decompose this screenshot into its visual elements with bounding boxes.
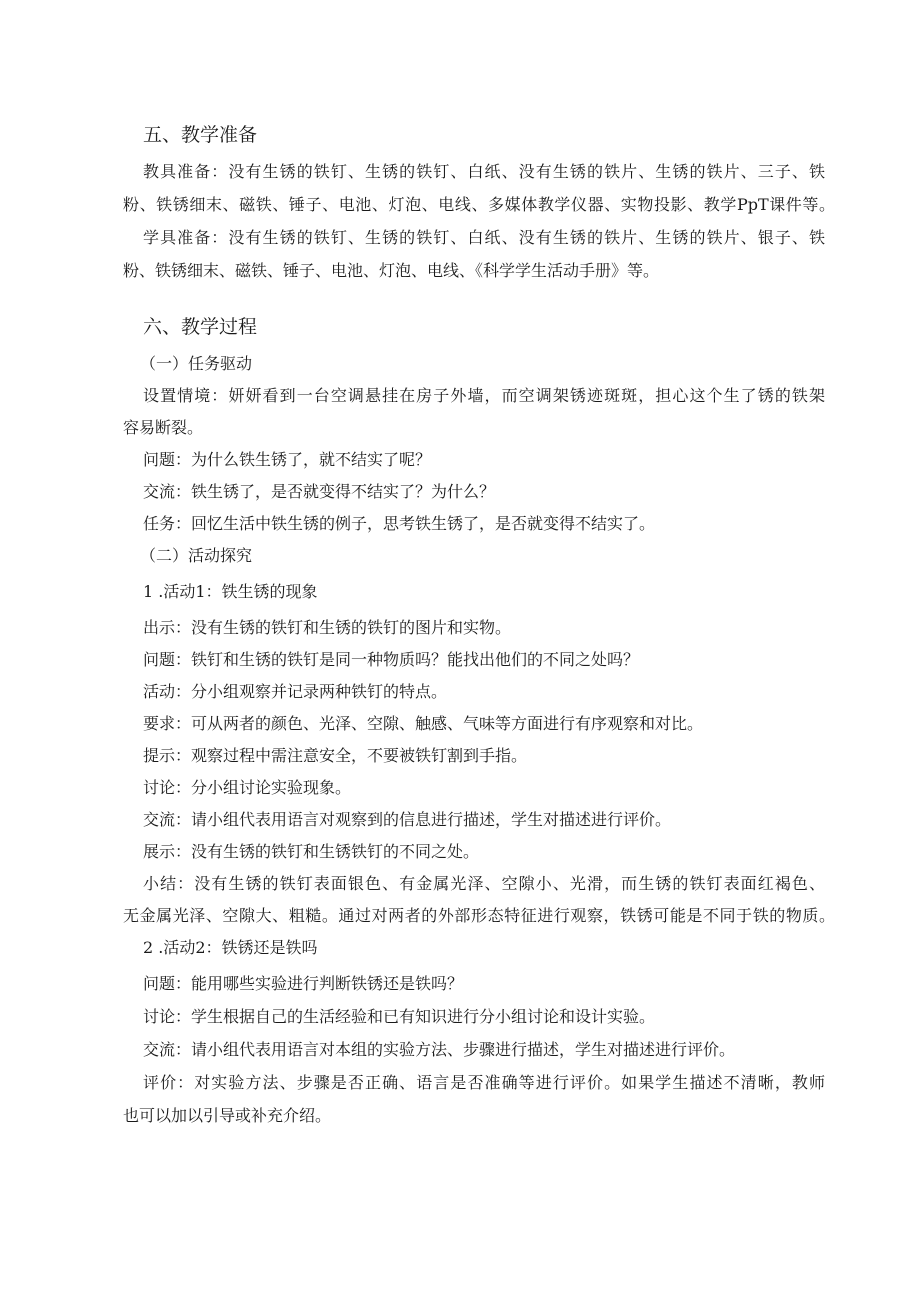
display: 展示：没有生锈的铁钉和生锈铁钉的不同之处。 — [143, 842, 480, 861]
question-3: 问题：能用哪些实验进行判断铁锈还是铁吗？ — [143, 974, 464, 993]
discussion-2: 讨论：学生根据自己的生活经验和已有知识进行分小组讨论和设计实验。 — [143, 1007, 656, 1026]
summary-line-2: 无金属光泽、空隙大、粗糙。通过对两者的外部形态特征进行观察，铁锈可能是不同于铁的物质。 — [123, 906, 835, 925]
exchange-2: 交流：请小组代表用语言对观察到的信息进行描述，学生对描述进行评价。 — [143, 810, 672, 829]
evaluation-line-2: 也可以加以引导或补充介绍。 — [123, 1106, 332, 1125]
scenario-line-1: 设置情境：妍妍看到一台空调悬挂在房子外墙，而空调架锈迹斑斑，担心这个生了锈的铁架 — [143, 386, 825, 405]
student-prep-line-1: 学具准备：没有生锈的铁钉、生锈的铁钉、白纸、没有生锈的铁片、生锈的铁片、银子、铁 — [143, 228, 825, 247]
part-2-heading: （二）活动探究 — [140, 546, 253, 565]
safety-hint: 提示：观察过程中需注意安全，不要被铁钉割到手指。 — [143, 746, 528, 765]
evaluation-line-1: 评价：对实验方法、步骤是否正确、语言是否准确等进行评价。如果学生描述不清晰，教师 — [143, 1073, 825, 1092]
discussion-1: 讨论：分小组讨论实验现象。 — [143, 778, 352, 797]
activity-1-description: 活动：分小组观察并记录两种铁钉的特点。 — [143, 682, 448, 701]
student-prep-line-2: 粉、铁锈细末、磁铁、锤子、电池、灯泡、电线、《科学学生活动手册》等。 — [123, 261, 660, 280]
show-1: 出示：没有生锈的铁钉和生锈的铁钉的图片和实物。 — [143, 618, 512, 637]
activity-2-heading: 2 .活动2：铁锈还是铁吗 — [143, 938, 318, 957]
task-1: 任务：回忆生活中铁生锈的例子，思考铁生锈了，是否就变得不结实了。 — [143, 514, 656, 533]
question-2: 问题：铁钉和生锈的铁钉是同一种物质吗？能找出他们的不同之处吗？ — [143, 650, 640, 669]
scenario-line-2: 容易断裂。 — [123, 418, 204, 437]
exchange-3: 交流：请小组代表用语言对本组的实验方法、步骤进行描述，学生对描述进行评价。 — [143, 1040, 736, 1059]
teacher-prep-line-1: 教具准备：没有生锈的铁钉、生锈的铁钉、白纸、没有生锈的铁片、生锈的铁片、三子、铁 — [143, 162, 825, 181]
teacher-prep-line-2: 粉、铁锈细末、磁铁、锤子、电池、灯泡、电线、多媒体教学仪器、实物投影、教学PpT课件等。 — [123, 195, 835, 214]
section-6-heading: 六、教学过程 — [143, 316, 258, 338]
exchange-1: 交流：铁生锈了，是否就变得不结实了？为什么？ — [143, 482, 496, 501]
part-1-heading: （一）任务驱动 — [140, 354, 253, 373]
summary-line-1: 小结：没有生锈的铁钉表面银色、有金属光泽、空隙小、光滑，而生锈的铁钉表面红褐色、 — [143, 874, 825, 893]
section-5-heading: 五、教学准备 — [143, 124, 258, 146]
question-1: 问题：为什么铁生锈了，就不结实了呢？ — [143, 450, 432, 469]
requirement: 要求：可从两者的颜色、光泽、空隙、触感、气味等方面进行有序观察和对比。 — [143, 714, 704, 733]
activity-1-heading: 1 .活动1：铁生锈的现象 — [143, 582, 318, 601]
